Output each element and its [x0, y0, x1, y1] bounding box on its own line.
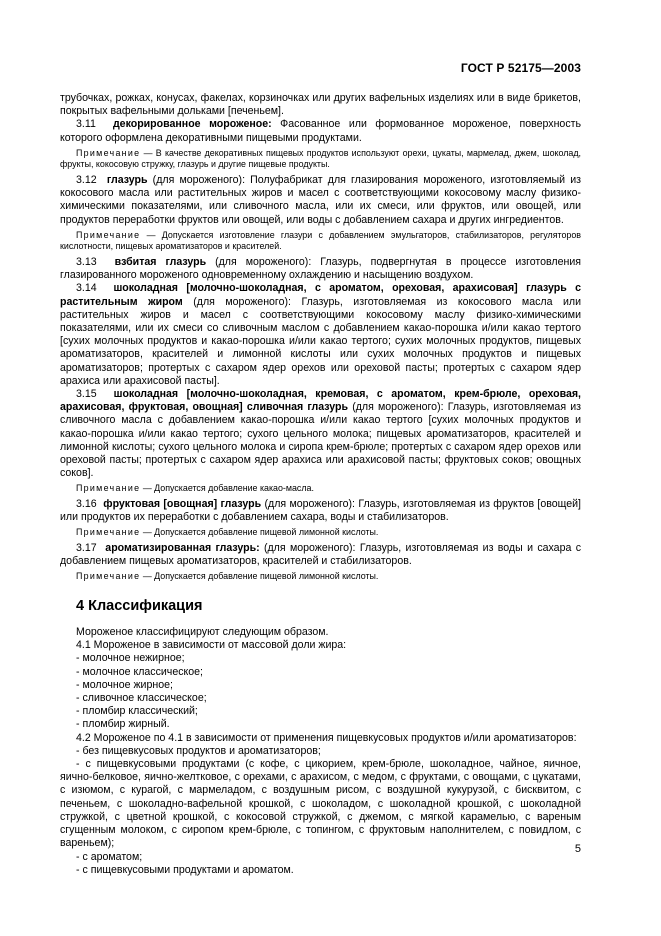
term-number: 3.16: [76, 498, 97, 511]
list-item: - сливочное классическое;: [76, 692, 207, 705]
note-label: Примечание: [76, 483, 141, 494]
term-3-16: [60, 498, 581, 524]
term-definition: Фасованное или формованное мороженое, поверхность которого оформлена декоративными пищевыми продуктами.: [60, 118, 581, 144]
note-label: Примечание: [76, 147, 141, 158]
term-3-12: [60, 174, 581, 227]
term-3-14: [60, 282, 581, 388]
term-definition: (для мороженого): Глазурь, изготовляемая из сливочного масла с добавлением какао-порошка и/или какао тертого [сухих молочных продуктов и какао-порошка и/или какао тертого; сухого цельного молока; пищевых ароматизаторов, красителей и лимонной кислоты; сухого цельного молока и сиропа крем-брюле; протертых с сахаром ядер орехов или ореховой пасты; протертых с сахаром ядер арахиса или арахисовой пасты; фруктовых соков; овощных соков].: [60, 401, 581, 480]
term-name: декорированное мороженое:: [112, 118, 272, 131]
clause-4-1: 4.1 Мороженое в зависимости от массовой доли жира:: [76, 639, 347, 652]
note-label: Примечание: [76, 527, 141, 538]
list-item: - молочное жирное;: [76, 678, 173, 691]
term-definition: (для мороженого): Полуфабрикат для глазирования мороженого, изготовляемый из кокосового масла или растительных жиров и масел с соответствующими кокосовому маслу физико-химическими показателями, или сливочного масла, или их смеси, или фруктов, или овощей, или продуктов переработки фруктов или овощей, или воды с добавлением сахара и других ингредиентов.: [60, 174, 581, 226]
term-number: 3.15: [76, 388, 97, 401]
term-number: 3.14: [76, 282, 97, 295]
term-definition: (для мороженого): Глазурь, изготовляемая из кокосового масла или растительных жиров и масел с соответствующими кокосовому маслу физико-химическими показателями, или их смеси со сливочным маслом с добавлением какао-порошка и/или какао тертого [сухих молочных продуктов и какао-порошка и/или какао тертого; сухих молочных продуктов, пищевых ароматизаторов, красителей и лимонной кислоты или сухих молочных продуктов и пищевых ароматизаторов; протертых с сахаром ядер орехов или ореховой пасты; протертых с сахаром ядер арахиса или арахисовой пасты].: [60, 295, 581, 387]
term-name: фруктовая [овощная] глазурь: [103, 498, 262, 511]
list-item: - пломбир классический;: [76, 705, 198, 718]
page-number: 5: [574, 843, 581, 855]
list-item: - молочное нежирное;: [76, 652, 185, 665]
term-number: 3.17: [76, 542, 97, 555]
list-item: - с пищевкусовыми продуктами и ароматом.: [76, 863, 294, 876]
list-item: - без пищевкусовых продуктов и ароматизаторов;: [76, 744, 321, 757]
term-name: ароматизированная глазурь:: [105, 542, 260, 555]
term-3-17: [60, 542, 581, 568]
list-item: - с пищевкусовыми продуктами (с кофе, с цикорием, крем-брюле, шоколадное, чайное, яичное, яично-белковое, яично-желтковое, с орехами, с арахисом, с медом, с фруктами, с овощами, с цукатами, с изюмом, с курагой, с мармеладом, с воздушным рисом, с воздушной кукурузой, с бисквитом, с печеньем, с шоколадно-вафельной крошкой, с шоколадом, с шоколадной крошкой, с шоколадной стружкой, с цветной крошкой, с кокосовой стружкой, с джемом, с мягкой карамелью, с вареным сгущенным молоком, с сиропом крем-брюле, с топингом, с фруктовым наполнителем, с повидлом, с вареньем);: [60, 758, 581, 850]
term-number: 3.11: [76, 118, 96, 131]
note-text: — Допускается добавление пищевой лимонной кислоты.: [140, 571, 379, 582]
continued-paragraph: трубочках, рожках, конусах, факелах, корзиночках или других вафельных изделиях или в виде брикетов, покрытых вафельными дольками [печеньем].: [60, 92, 581, 118]
term-3-11: [60, 118, 581, 144]
note-text: — В качестве декоративных пищевых продуктов используют орехи, цукаты, мармелад, джем, шоколад, фрукты, кокосовую стружку, глазурь и другие пищевые продукты.: [60, 147, 581, 170]
page-content: [60, 92, 581, 877]
note-3-15: [60, 483, 581, 495]
note-text: — Допускается добавление пищевой лимонной кислоты.: [140, 527, 379, 538]
list-item: - пломбир жирный.: [76, 718, 170, 731]
note-text: — Допускается изготовление глазури с добавлением эмульгаторов, стабилизаторов, регуляторов кислотности, пищевых ароматизаторов и красителей.: [60, 229, 581, 252]
list-item: - с ароматом;: [76, 850, 143, 863]
note-text: — Допускается добавление какао-масла.: [140, 483, 314, 494]
term-definition: (для мороженого): Глазурь, изготовляемая из воды и сахара с добавлением пищевых ароматизаторов, красителей и стабилизаторов.: [60, 542, 581, 568]
term-name: глазурь: [106, 174, 148, 186]
term-3-13: [60, 256, 581, 282]
note-3-11: [60, 148, 581, 171]
term-definition: (для мороженого): Глазурь, изготовляемая из фруктов [овощей] или продуктов их переработки с добавлением сахара, воды и стабилизаторов.: [60, 498, 581, 524]
clause-4-2: 4.2 Мороженое по 4.1 в зависимости от применения пищевкусовых продуктов и/или ароматизаторов:: [76, 731, 577, 744]
term-number: 3.13: [76, 256, 97, 268]
term-3-15: [60, 388, 581, 480]
section-intro: Мороженое классифицируют следующим образом.: [76, 626, 329, 639]
note-3-16: [60, 527, 581, 539]
note-label: Примечание: [76, 571, 141, 582]
note-3-12: [60, 230, 581, 253]
term-definition: (для мороженого): Глазурь, подвергнутая в процессе изготовления глазированного мороженого одновременному охлаждению и насыщению воздухом.: [60, 256, 581, 282]
term-name: взбитая глазурь: [114, 256, 207, 268]
note-3-17: [60, 571, 581, 583]
note-label: Примечание: [76, 229, 141, 240]
term-name: шоколадная [молочно-шоколадная, с ароматом, ореховая, арахисовая] глазурь с растительным жиром: [60, 282, 581, 308]
document-header: ГОСТ Р 52175—2003: [460, 61, 581, 75]
list-item: - молочное классическое;: [76, 665, 203, 678]
term-name: шоколадная [молочно-шоколадная, кремовая, с ароматом, крем-брюле, ореховая, арахисовая, фруктовая, овощная] сливочная глазурь: [60, 388, 581, 414]
section-heading: 4 Классификация: [76, 598, 203, 615]
term-number: 3.12: [76, 174, 97, 186]
